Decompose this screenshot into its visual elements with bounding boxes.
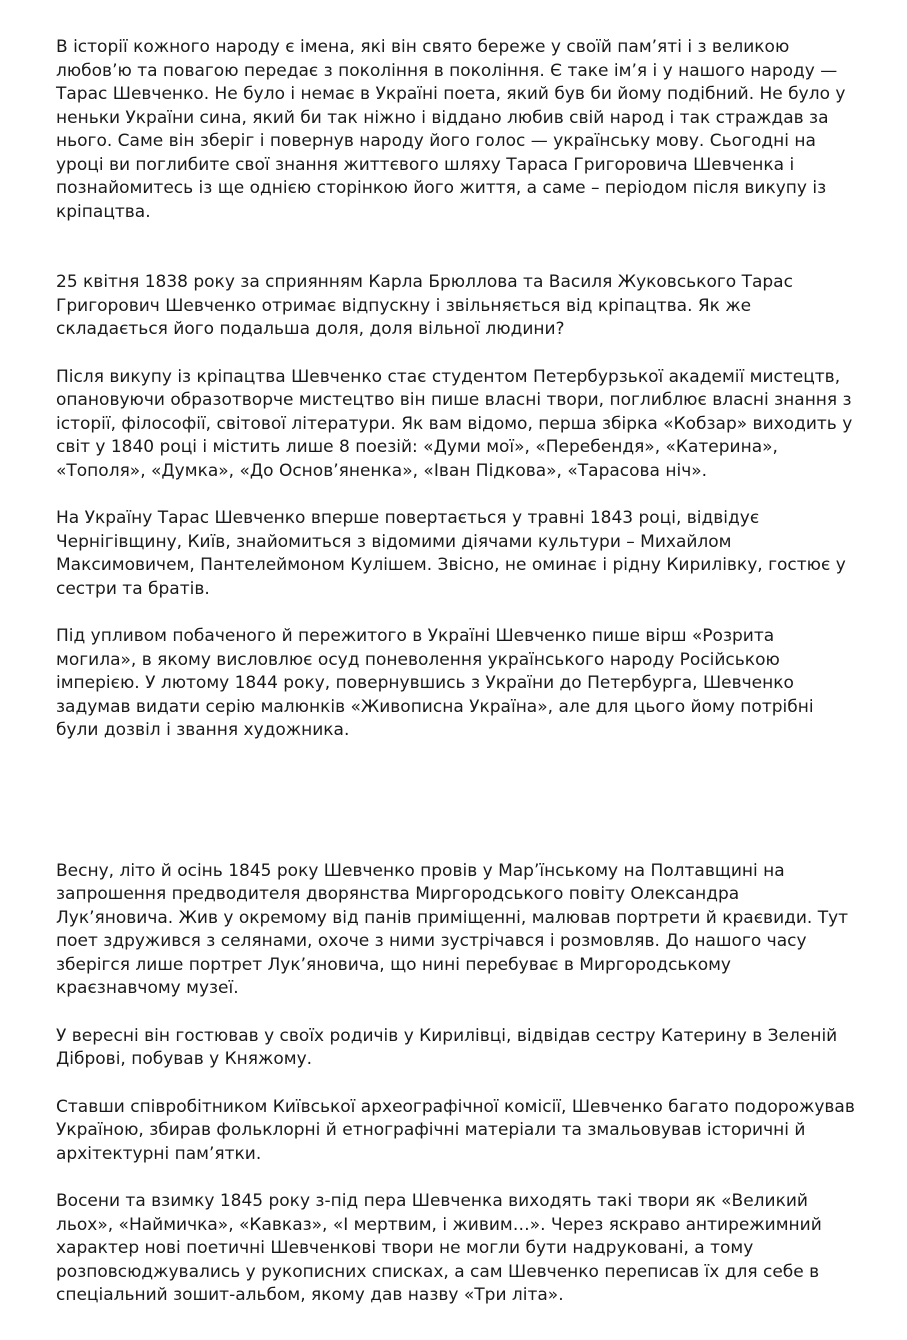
paragraph-1843: На Україну Тарас Шевченко вперше повертається у травні 1843 році, відвідує Чернігівщину, Київ, знайомиться з відомими діячами культури – Михайлом Максимовичем, Пантелеймоном Кулішем. Звісно, не оминає і рідну Кирилівку, гостює у сестри та братів.: [56, 508, 846, 599]
paragraph-1844: Під упливом побаченого й пережитого в Україні Шевченко пише вірш «Розрита могила», в якому висловлює осуд поневолення українського народу Російською імперією. У лютому 1844 року, повернувшись з України до Петербурга, Шевченко задумав видати серію малюнків «Живописна Україна», але для цього йому потрібні були дозвіл і звання художника.: [56, 626, 814, 740]
paragraph-commission: Ставши співробітником Київської археографічної комісії, Шевченко багато подорожував Україною, збирав фольклорні й етнографічні матеріали та змальовував історичні й архітектурні пам’ятки.: [56, 1096, 855, 1164]
paragraph-1845-spring: Весну, літо й осінь 1845 року Шевченко провів у Мар’їнському на Полтавщині на запрошення предводителя дворянства Миргородського повіту Олександра Лук’яновича. Жив у окремому від панів приміщенні, малював портрети й краєвиди. Тут поет здружився з селянами, охоче з ними зустрічався і розмовляв. До нашого часу зберігся лише портрет Лук’яновича, що нині перебуває в Миргородському краєзнавчому музеї.: [56, 860, 849, 998]
paragraph-september: У вересні він гостював у своїх родичів у Кирилівці, відвідав сестру Катерину в Зеленій Діброві, побував у Княжому.: [56, 1025, 838, 1069]
paragraph-intro: В історії кожного народу є імена, які він свято береже у своїй пам’яті і з великою любов’ю та повагою передає з покоління в покоління. Є таке ім’я і у нашого народу — Тарас Шевченко. Не було і немає в Україні поета, який був би йому подібний. Не було у неньки України сина, який би так ніжно і віддано любив свій народ і так страждав за нього. Саме він зберіг і повернув народу його голос — українську мову. Сьогодні на уроці ви поглибите свої знання життєвого шляху Тараса Григоровича Шевченка і познайомитесь із ще однією сторінкою його життя, а саме – періодом після викупу із кріпацтва.: [56, 37, 846, 222]
paragraph-academy: Після викупу із кріпацтва Шевченко стає студентом Петербурзької академії мистецтв, опановуючи образотворче мистецтво він пише власні твори, поглиблює власні знання з історії, філософії, світової літератури. Як вам відомо, перша збірка «Кобзар» виходить у світ у 1840 році і містить лише 8 поезій: «Думи мої», «Перебендя», «Катерина», «Тополя», «Думка», «До Основ’яненка», «Іван Підкова», «Тарасова ніч».: [56, 366, 853, 481]
document-body: [56, 36, 856, 1308]
paragraph-three-years: Восени та взимку 1845 року з-під пера Шевченка виходять такі твори як «Великий льох», «Наймичка», «Кавказ», «І мертвим, і живим…». Через яскраво антирежимний характер нові поетичні Шевченкові твори не могли бути надруковані, а тому розповсюджувались у рукописних списках, а сам Шевченко переписав їх для себе в спеціальний зошит-альбом, якому дав назву «Три літа».: [56, 1191, 822, 1305]
paragraph-1838: 25 квітня 1838 року за сприянням Карла Брюллова та Василя Жуковського Тарас Григорович Шевченко отримає відпускну і звільняється від кріпацтва. Як же складається його подальша доля, доля вільної людини?: [56, 272, 793, 339]
